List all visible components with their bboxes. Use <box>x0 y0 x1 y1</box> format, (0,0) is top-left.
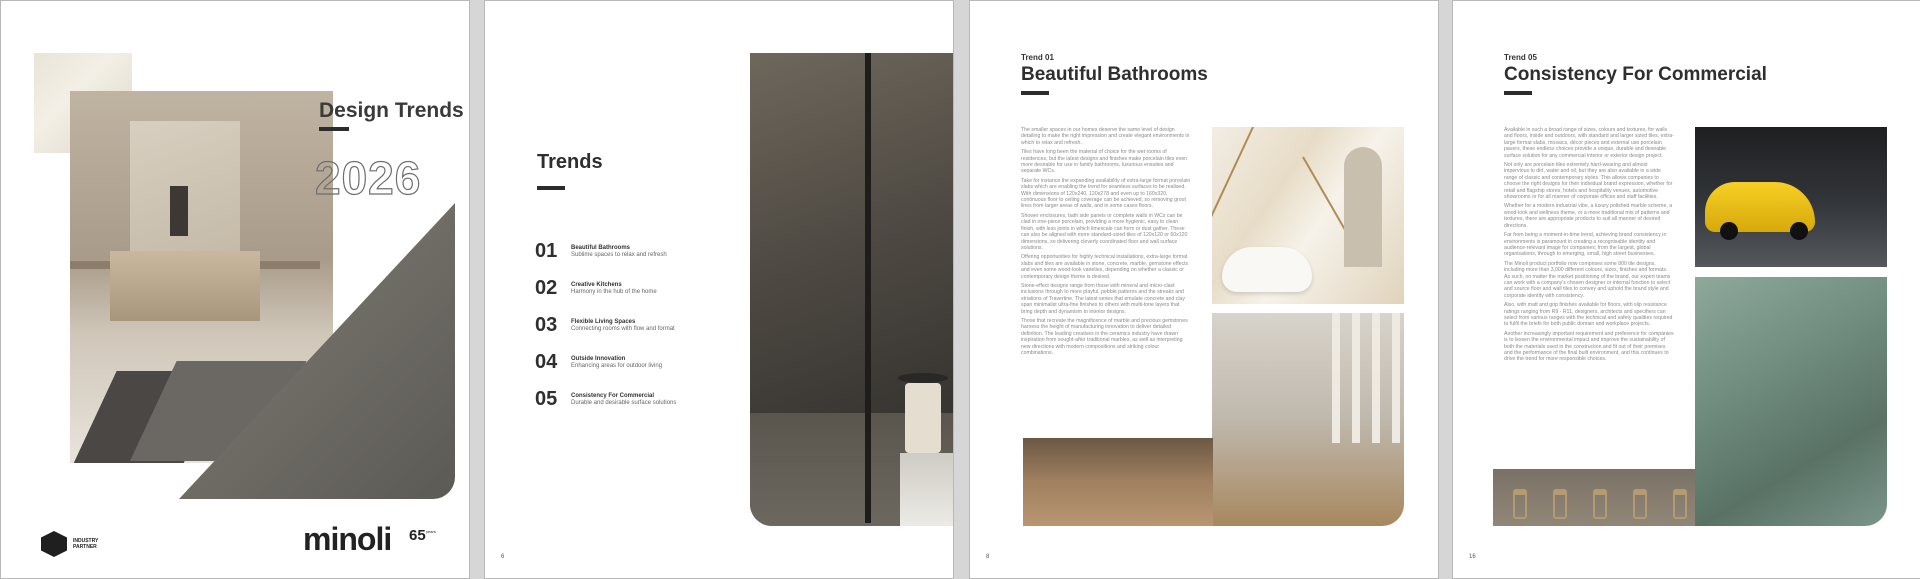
toc-item[interactable] <box>535 381 725 418</box>
toc-number: 04 <box>535 351 558 373</box>
heading-underline <box>537 186 565 190</box>
toc-number: 03 <box>535 314 558 336</box>
title-underline <box>319 127 349 131</box>
body-text <box>1021 127 1191 359</box>
heading-underline <box>1504 91 1532 95</box>
partner-label: INDUSTRY PARTNER <box>73 538 99 550</box>
marble-bathroom-image <box>1212 127 1404 304</box>
paragraph: Take for instance the expanding availability of extra-large format porcelain slabs which are enabling the trend for seamless surfaces to be realised. With dimensions of 120x240, 120x278 and even up to 160x320, continuous floor to ceiling coverage can be achieved, so removing grout lines from larger areas of walls, and in some cases floors. <box>1021 177 1191 210</box>
toc-subtitle: Enhancing areas for outdoor living <box>571 363 663 369</box>
bathrooms-page <box>969 0 1439 579</box>
green-marble-lobby-image <box>1695 277 1887 526</box>
toc-title: Outside Innovation <box>571 356 626 362</box>
paragraph: Tiles have long been the material of choice for the wet rooms of residences, but the latest designs and finishes make porcelain tiles even more desirable for use in family bathrooms, luxurious ensuites and separate WCs. <box>1021 149 1188 175</box>
toc-item[interactable] <box>535 270 725 307</box>
paragraph: Far from being a moment-in-time trend, achieving brand consistency in environments is paramount in creating a recognisable identity and audience-relevant image for companies; from the largest, global organisations, through to emerging, small, high street businesses. <box>1504 232 1667 258</box>
paragraph: Also, with matt and grip finishes available for floors, with slip resistance ratings ranging from R9 - R11, designers, architects and specifiers can select from various ranges with the technical and safety qualities required to fulfil the briefs for both public domain and workplace projects. <box>1504 302 1673 328</box>
toc-subtitle: Connecting rooms with flow and format <box>571 326 675 332</box>
brand-logo-number: 65 <box>409 527 426 544</box>
toc-item[interactable] <box>535 233 725 270</box>
toc-number: 05 <box>535 388 558 410</box>
cover-title: Design Trends <box>319 99 464 122</box>
section-heading: Consistency For Commercial <box>1504 64 1767 85</box>
toc-subtitle: Sublime spaces to relax and refresh <box>571 252 667 258</box>
table-of-contents <box>535 233 725 418</box>
car-showroom-image <box>1695 127 1887 267</box>
industry-partner-badge <box>41 531 103 557</box>
brand-logo: minoli <box>303 521 392 557</box>
brand-logo-years: years <box>426 529 436 534</box>
page-number: 8 <box>986 554 990 560</box>
paragraph: The Minoli product portfolio now comprises some 800 tile designs, including more than 3,000 different colours, sizes, finishes and formats. As such, no matter the market positioning of the brand, our expert teams can work with a company's chosen designer or internal function to select and source floor and wall tiles to convey and uphold the brand style and corporate identity with consistency. <box>1504 260 1671 299</box>
trend-kicker: Trend 05 <box>1504 53 1537 62</box>
cover-page <box>0 0 470 579</box>
paragraph: Whether for a modern industrial vibe, a luxury polished marble scheme, a wood-look and wellness theme, or a more traditional mix of patterns and textures, there are appropriate products to suit all manner of desired directions. <box>1504 203 1673 229</box>
paragraph: Those that recreate the magnificence of marble and precious gemstones harness the height of manufacturing innovation to deliver detailed definition. The leading creatives in the ceramics industry have drawn inspiration from sought-after traditional marbles, as well as interpreting new directions with modern compositions and striking colour combinations. <box>1021 317 1188 356</box>
section-heading: Beautiful Bathrooms <box>1021 64 1208 85</box>
trend-kicker: Trend 01 <box>1021 53 1054 62</box>
concrete-bathroom-image <box>1212 313 1404 526</box>
toc-item[interactable] <box>535 307 725 344</box>
wood-floor-image <box>1023 438 1213 526</box>
cover-year: 2026 <box>315 152 422 204</box>
cube-logo-icon <box>41 531 67 557</box>
toc-title: Creative Kitchens <box>571 282 622 288</box>
toc-number: 02 <box>535 277 558 299</box>
toc-number: 01 <box>535 240 558 262</box>
paragraph: Shower enclosures, bath side panels or complete walls in WCs can be clad in one-piece porcelain, providing a more hygienic, easy to clean finish, with less joints in which limescale can form or dust gather. These can also be aligned with more standard-sized tiles of 120x120 or 60x120 dimensions, so delivering cleverly coordinated floor and wall surface solutions. <box>1021 212 1188 251</box>
toc-title: Beautiful Bathrooms <box>571 245 631 251</box>
page-number: 6 <box>501 554 505 560</box>
toc-item[interactable] <box>535 344 725 381</box>
contents-heading: Trends <box>537 151 603 173</box>
paragraph: Offering opportunities for highly technical installations, extra-large format slabs and tiles are available in stone, concrete, marble, gemstone effects and even some wood-look varieties, depending on whether a classic or contemporary design theme is desired. <box>1021 254 1189 280</box>
contents-page <box>484 0 954 579</box>
toc-title: Flexible Living Spaces <box>571 319 636 325</box>
paragraph: The smaller spaces in our homes deserve the same level of design detailing to make the right impression and create elegant environments in which to relax and refresh. <box>1021 127 1190 146</box>
paragraph: Stone-effect designs range from those with mineral and micro-clast inclusions through to more playful, pebble patterns and the streaks and striations of Travertine. The latest series that emulate concrete and clay span minimalist ultra-fine finishes to others with multi-tone layers that bring depth and dynamism to interior designs. <box>1021 282 1185 315</box>
heading-underline <box>1021 91 1049 95</box>
page-number: 16 <box>1469 554 1476 560</box>
restaurant-chairs-image <box>1493 469 1695 526</box>
paragraph: Not only are porcelain tiles extremely hard-wearing and almost impervious to dirt, water and oil, but they are also available in a wide range of classic and contemporary styles. This allows companies to choose the right designs for their individual brand expression, whether for retail and flagship stores, hotels and hospitality venues, automotive showrooms or for all manner of corporate offices and staff facilities. <box>1504 162 1673 201</box>
toc-subtitle: Durable and desirable surface solutions <box>571 400 677 406</box>
commercial-page <box>1452 0 1920 579</box>
paragraph: Available in such a broad range of sizes, colours and textures, for walls and floors, inside and outdoors, with standard and larger sized tiles, extra-large format slabs, mosaics, décor pieces and external use porcelain pavers, these endless choices provide a unique, durable and desirable surface solution for any commercial interior or exterior design project. <box>1504 127 1674 159</box>
toc-subtitle: Harmony in the hub of the home <box>571 289 657 295</box>
paragraph: Another increasingly important requirement and preference for companies is to lessen the environmental impact and improve the sustainability of both the materials used in the construction and fit out of their premises and the performance of the final built environment, and this continues to drive the trend for more responsible choices. <box>1504 330 1674 363</box>
toc-title: Consistency For Commercial <box>571 393 655 399</box>
body-text <box>1504 127 1674 366</box>
shower-room-image <box>750 53 954 526</box>
